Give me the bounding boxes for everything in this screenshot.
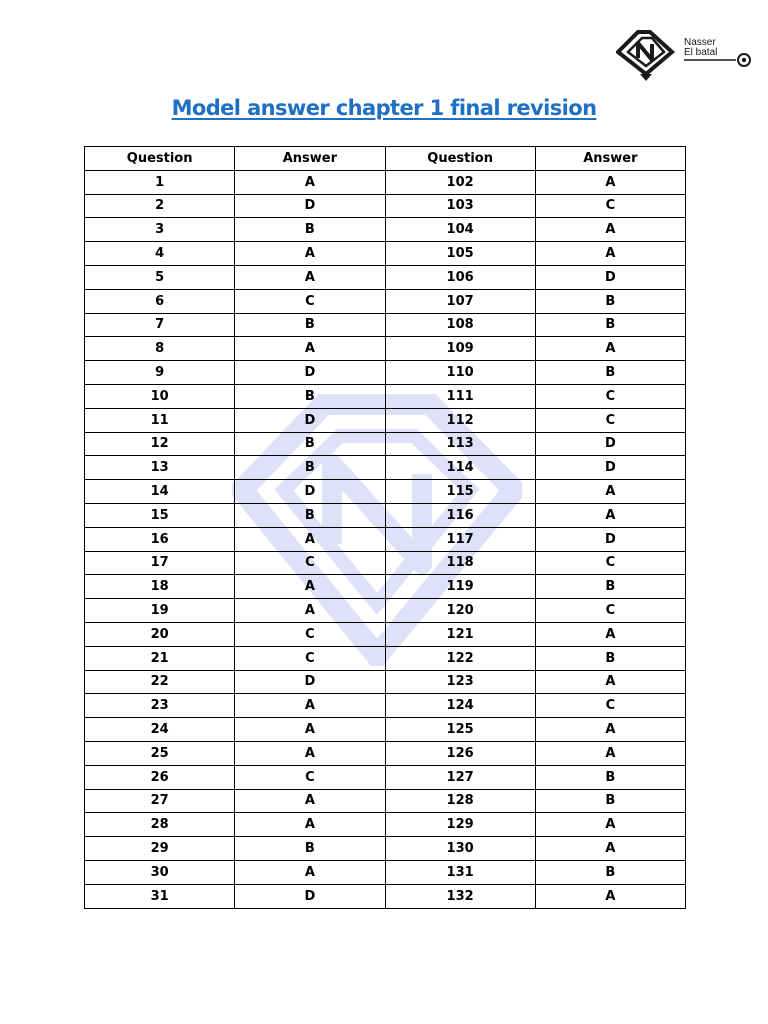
question-cell: 20	[85, 622, 235, 646]
answer-cell: B	[535, 289, 685, 313]
table-row	[85, 860, 686, 884]
table-row	[85, 622, 686, 646]
answer-cell: A	[535, 813, 685, 837]
answer-cell: A	[235, 265, 385, 289]
question-cell: 3	[85, 218, 235, 242]
table-row	[85, 384, 686, 408]
answer-cell: B	[535, 646, 685, 670]
answer-table-body	[85, 170, 686, 908]
question-cell: 6	[85, 289, 235, 313]
answer-cell: C	[235, 551, 385, 575]
question-cell: 7	[85, 313, 235, 337]
question-cell: 115	[385, 480, 535, 504]
answer-cell: C	[235, 646, 385, 670]
answer-cell: D	[235, 194, 385, 218]
question-cell: 117	[385, 527, 535, 551]
question-cell: 31	[85, 884, 235, 908]
question-cell: 15	[85, 503, 235, 527]
question-cell: 26	[85, 765, 235, 789]
question-cell: 113	[385, 432, 535, 456]
question-cell: 111	[385, 384, 535, 408]
answer-cell: B	[535, 575, 685, 599]
question-cell: 114	[385, 456, 535, 480]
question-cell: 11	[85, 408, 235, 432]
table-row	[85, 646, 686, 670]
answer-cell: A	[235, 789, 385, 813]
question-cell: 8	[85, 337, 235, 361]
table-row	[85, 694, 686, 718]
table-row	[85, 432, 686, 456]
question-cell: 13	[85, 456, 235, 480]
question-cell: 28	[85, 813, 235, 837]
answer-cell: B	[535, 361, 685, 385]
table-row	[85, 741, 686, 765]
question-cell: 22	[85, 670, 235, 694]
question-cell: 105	[385, 242, 535, 266]
answer-cell: A	[235, 718, 385, 742]
table-row	[85, 289, 686, 313]
question-cell: 130	[385, 837, 535, 861]
table-row	[85, 813, 686, 837]
question-cell: 128	[385, 789, 535, 813]
question-cell: 118	[385, 551, 535, 575]
question-cell: 109	[385, 337, 535, 361]
answer-cell: A	[235, 694, 385, 718]
question-cell: 27	[85, 789, 235, 813]
question-cell: 10	[85, 384, 235, 408]
answer-cell: A	[235, 860, 385, 884]
table-row	[85, 480, 686, 504]
question-cell: 103	[385, 194, 535, 218]
table-row	[85, 789, 686, 813]
answer-cell: A	[535, 242, 685, 266]
table-row	[85, 337, 686, 361]
question-cell: 124	[385, 694, 535, 718]
table-row	[85, 242, 686, 266]
question-cell: 116	[385, 503, 535, 527]
table-row	[85, 599, 686, 623]
answer-cell: B	[235, 456, 385, 480]
question-cell: 125	[385, 718, 535, 742]
question-cell: 110	[385, 361, 535, 385]
answer-cell: D	[235, 408, 385, 432]
question-cell: 126	[385, 741, 535, 765]
answer-cell: B	[535, 313, 685, 337]
answer-cell: A	[235, 242, 385, 266]
answer-cell: A	[535, 337, 685, 361]
question-cell: 17	[85, 551, 235, 575]
table-row	[85, 170, 686, 194]
question-cell: 108	[385, 313, 535, 337]
answer-cell: D	[535, 265, 685, 289]
answer-cell: C	[535, 194, 685, 218]
answer-cell: B	[235, 432, 385, 456]
table-row	[85, 575, 686, 599]
question-cell: 112	[385, 408, 535, 432]
answer-cell: A	[535, 670, 685, 694]
answer-cell: C	[535, 599, 685, 623]
question-cell: 16	[85, 527, 235, 551]
answer-cell: A	[235, 170, 385, 194]
table-row	[85, 551, 686, 575]
answer-table	[84, 146, 686, 909]
table-row	[85, 527, 686, 551]
answer-cell: C	[535, 408, 685, 432]
question-cell: 119	[385, 575, 535, 599]
table-row	[85, 313, 686, 337]
answer-cell: A	[235, 599, 385, 623]
question-cell: 129	[385, 813, 535, 837]
answer-cell: C	[535, 384, 685, 408]
answer-cell: B	[535, 789, 685, 813]
table-row	[85, 670, 686, 694]
answer-cell: A	[535, 884, 685, 908]
answer-cell: A	[235, 575, 385, 599]
question-cell: 30	[85, 860, 235, 884]
answer-cell: D	[235, 884, 385, 908]
answer-cell: A	[535, 480, 685, 504]
question-cell: 102	[385, 170, 535, 194]
table-header-row	[85, 147, 686, 171]
table-row	[85, 718, 686, 742]
answer-cell: C	[235, 289, 385, 313]
table-row	[85, 503, 686, 527]
question-cell: 122	[385, 646, 535, 670]
question-cell: 131	[385, 860, 535, 884]
logo-line2: El batal	[684, 47, 718, 58]
question-cell: 24	[85, 718, 235, 742]
question-cell: 106	[385, 265, 535, 289]
answer-cell: D	[235, 361, 385, 385]
question-cell: 19	[85, 599, 235, 623]
header-answer-2: Answer	[535, 147, 685, 171]
question-cell: 14	[85, 480, 235, 504]
question-cell: 127	[385, 765, 535, 789]
answer-cell: A	[235, 527, 385, 551]
question-cell: 23	[85, 694, 235, 718]
answer-cell: B	[535, 765, 685, 789]
question-cell: 120	[385, 599, 535, 623]
answer-cell: A	[235, 741, 385, 765]
answer-cell: B	[535, 860, 685, 884]
answer-cell: A	[235, 813, 385, 837]
header-question-1: Question	[85, 147, 235, 171]
question-cell: 21	[85, 646, 235, 670]
question-cell: 107	[385, 289, 535, 313]
answer-cell: C	[235, 622, 385, 646]
table-row	[85, 884, 686, 908]
answer-cell: D	[535, 432, 685, 456]
question-cell: 12	[85, 432, 235, 456]
table-row	[85, 218, 686, 242]
question-cell: 121	[385, 622, 535, 646]
answer-cell: C	[535, 694, 685, 718]
answer-cell: A	[535, 622, 685, 646]
answer-cell: B	[235, 313, 385, 337]
question-cell: 1	[85, 170, 235, 194]
question-cell: 29	[85, 837, 235, 861]
table-row	[85, 765, 686, 789]
question-cell: 2	[85, 194, 235, 218]
table-row	[85, 837, 686, 861]
logo-text	[684, 38, 717, 58]
answer-cell: D	[535, 456, 685, 480]
question-cell: 4	[85, 242, 235, 266]
answer-cell: D	[535, 527, 685, 551]
answer-cell: B	[235, 218, 385, 242]
answer-cell: D	[235, 480, 385, 504]
table-row	[85, 408, 686, 432]
answer-cell: C	[535, 551, 685, 575]
answer-cell: A	[535, 503, 685, 527]
answer-cell: A	[535, 837, 685, 861]
answer-cell: A	[535, 218, 685, 242]
question-cell: 18	[85, 575, 235, 599]
answer-cell: C	[235, 765, 385, 789]
header-answer-1: Answer	[235, 147, 385, 171]
question-cell: 9	[85, 361, 235, 385]
answer-cell: B	[235, 837, 385, 861]
answer-cell: D	[235, 670, 385, 694]
question-cell: 104	[385, 218, 535, 242]
answer-cell: A	[535, 741, 685, 765]
answer-cell: A	[235, 337, 385, 361]
answer-cell: B	[235, 503, 385, 527]
question-cell: 5	[85, 265, 235, 289]
logo-line1: Nasser	[684, 37, 716, 48]
page-title: Model answer chapter 1 final revision	[171, 96, 597, 120]
answer-cell: A	[535, 170, 685, 194]
table-row	[85, 456, 686, 480]
answer-cell: B	[235, 384, 385, 408]
header-question-2: Question	[385, 147, 535, 171]
table-row	[85, 265, 686, 289]
question-cell: 25	[85, 741, 235, 765]
question-cell: 123	[385, 670, 535, 694]
table-row	[85, 194, 686, 218]
question-cell: 132	[385, 884, 535, 908]
answer-cell: A	[535, 718, 685, 742]
table-row	[85, 361, 686, 385]
